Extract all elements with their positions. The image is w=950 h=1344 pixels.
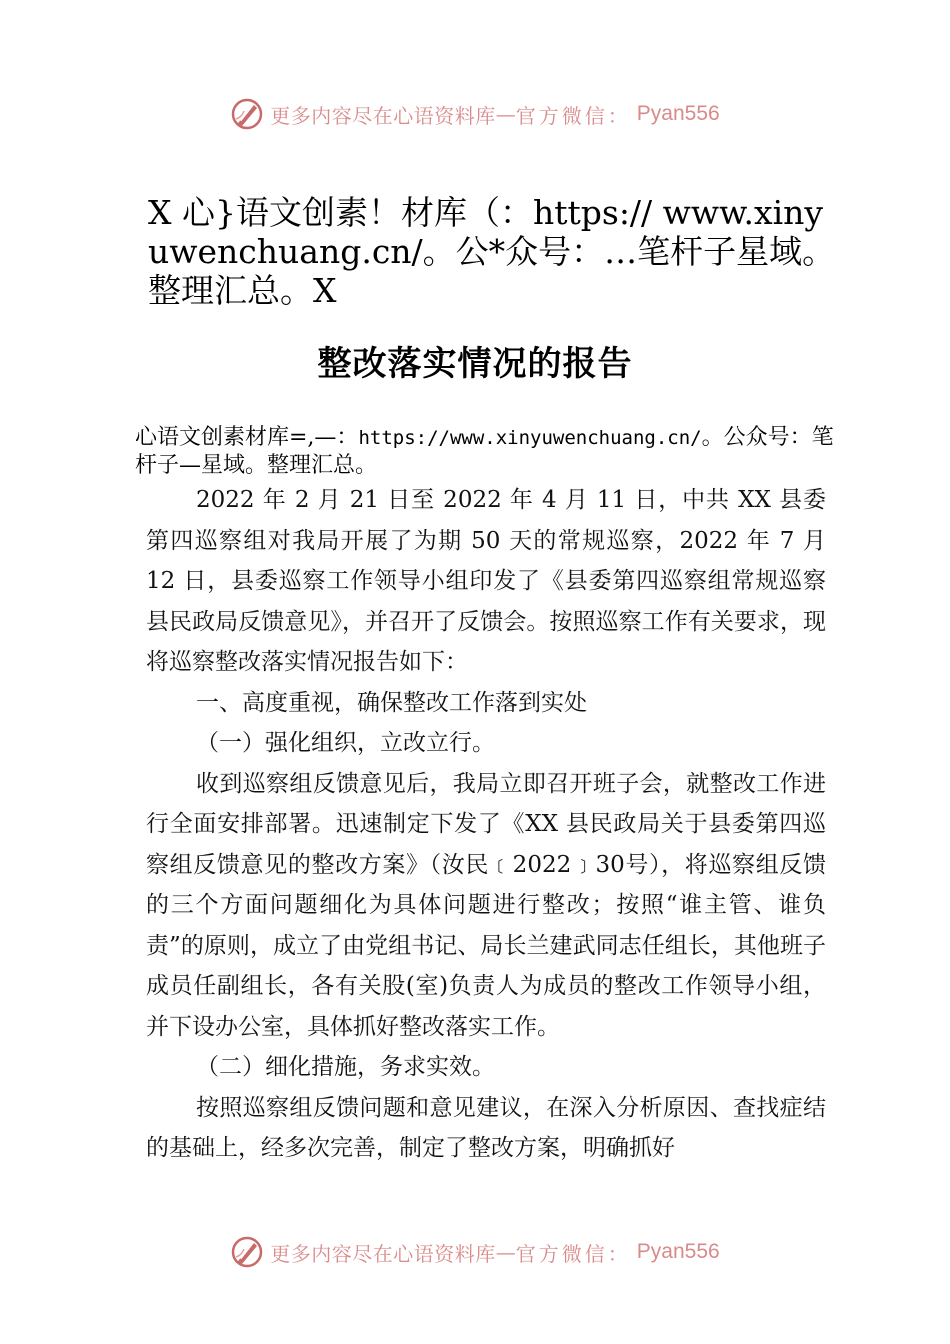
banner-separator: — bbox=[495, 102, 516, 126]
banner-wechat-id: Pyan556 bbox=[636, 1240, 720, 1263]
source-note-url: https://www.xinyuwenchuang.cn/ bbox=[358, 427, 702, 449]
banner-text: 更多内容尽在心语资料库 bbox=[270, 1241, 496, 1266]
banner-wechat-id: Pyan556 bbox=[636, 102, 720, 125]
document-body bbox=[146, 480, 826, 1169]
paragraph-organization: 收到巡察组反馈意见后，我局立即召开班子会，就整改工作进行全面安排部署。迅速制定下发了《XX 县民政局关于县委第四巡察组反馈意见的整改方案》（汝民﹝2022﹞30号），将巡察组反馈的三个方面问题细化为具体问题进行整改；按照“谁主管、谁负责”的原则，成立了由党组书记、局长兰建武同志任组长，其他班子成员任副组长，各有关股(室)负责人为成员的整改工作领导小组，并下设办公室，具体抓好整改落实工作。 bbox=[146, 770, 826, 1040]
banner-official-label: 官方微信： bbox=[515, 1241, 631, 1266]
source-note-suffix: 。公众号：笔杆子—星域。整理汇总。 bbox=[135, 425, 834, 478]
document-title: 整改落实情况的报告 bbox=[317, 344, 633, 384]
source-note-prefix: 心语文创素材库=,—： bbox=[135, 425, 359, 450]
quill-pen-logo-icon bbox=[230, 97, 264, 131]
subsection-heading-1: （一）强化组织，立改立行。 bbox=[196, 730, 495, 756]
banner-separator: — bbox=[495, 1240, 516, 1264]
paragraph-intro: 2022 年 2 月 21 日至 2022 年 4 月 11 日，中共 XX 县委第四巡察组对我局开展了为期 50 天的常规巡察，2022 年 7 月 12 日，县委巡察工作领导小组印发了《县委第四巡察组常规巡察县民政局反馈意见》，并召开了反馈会。按照巡察工作有关要求，现将巡察整改落实情况报告如下： bbox=[146, 487, 826, 675]
source-note bbox=[135, 424, 835, 480]
subsection-heading-2: （二）细化措施，务求实效。 bbox=[196, 1054, 495, 1080]
quill-pen-logo-icon bbox=[230, 1235, 264, 1269]
banner-text: 更多内容尽在心语资料库 bbox=[270, 103, 496, 128]
header-banner bbox=[0, 94, 950, 134]
source-title: X 心}语文创素！材库（：https:// www.xinyuwenchuang.cn/。公*众号：…笔杆子星域。整理汇总。X bbox=[148, 193, 836, 310]
banner-official-label: 官方微信： bbox=[515, 103, 631, 128]
section-heading-1: 一、高度重视，确保整改工作落到实处 bbox=[196, 689, 587, 716]
footer-banner bbox=[0, 1232, 950, 1272]
paragraph-measures: 按照巡察组反馈问题和意见建议，在深入分析原因、查找症结的基础上，经多次完善，制定了整改方案，明确抓好 bbox=[146, 1094, 826, 1161]
